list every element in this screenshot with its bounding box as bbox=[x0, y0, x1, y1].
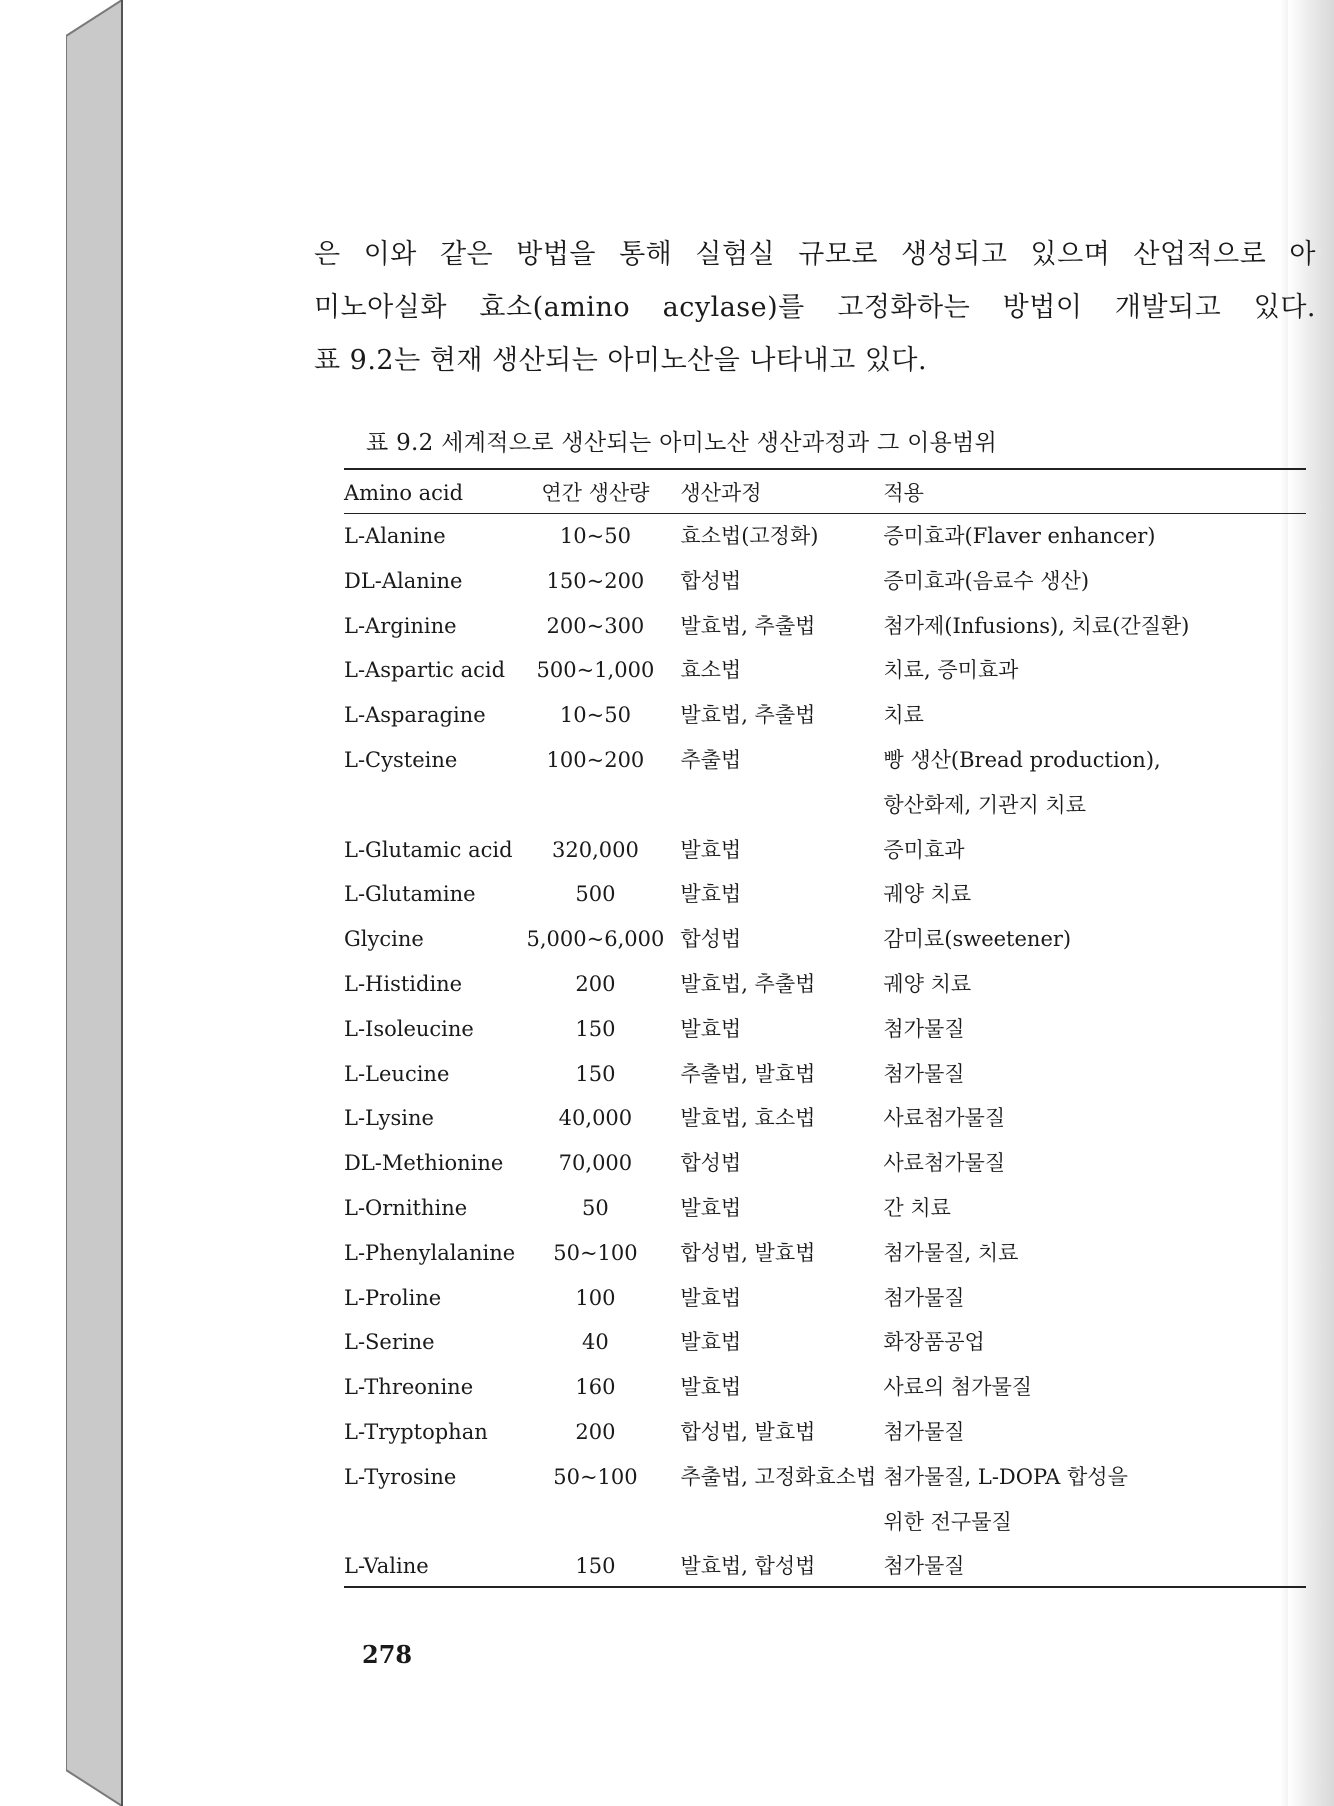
table-row bbox=[344, 1544, 1306, 1589]
table-row bbox=[344, 1052, 1306, 1097]
cell-annual-production: 150 bbox=[575, 1061, 616, 1086]
cell-application: 증미효과(Flaver enhancer) bbox=[883, 524, 1156, 548]
table-row bbox=[344, 1410, 1306, 1455]
table-row bbox=[344, 1320, 1306, 1365]
table-header-row bbox=[344, 472, 1306, 514]
cell-amino-acid: L-Tyrosine bbox=[344, 1464, 457, 1489]
header-application: 적용 bbox=[883, 481, 924, 505]
cell-process: 추출법, 고정화효소법 bbox=[680, 1464, 877, 1489]
table-row bbox=[344, 1365, 1306, 1410]
cell-amino-acid: L-Isoleucine bbox=[344, 1016, 474, 1041]
cell-annual-production: 5,000~6,000 bbox=[526, 927, 665, 952]
table-row bbox=[344, 1141, 1306, 1186]
cell-application: 첨가물질 bbox=[883, 1554, 965, 1579]
cell-process: 합성법 bbox=[680, 927, 742, 952]
table-row bbox=[344, 604, 1306, 649]
table-row bbox=[344, 962, 1306, 1007]
cell-application: 궤양 치료 bbox=[883, 882, 972, 907]
table-row bbox=[344, 828, 1306, 873]
cell-amino-acid bbox=[344, 783, 527, 828]
cell-application: 첨가물질 bbox=[883, 1285, 965, 1310]
table-row bbox=[344, 783, 1306, 828]
table-row bbox=[344, 693, 1306, 738]
cell-application: 증미효과(음료수 생산) bbox=[883, 568, 1090, 593]
cell-amino-acid: L-Lysine bbox=[344, 1106, 434, 1131]
table-top-rule bbox=[344, 468, 1306, 470]
table-row bbox=[344, 738, 1306, 783]
cell-amino-acid: L-Proline bbox=[344, 1285, 442, 1310]
cell-process: 합성법 bbox=[680, 1151, 742, 1176]
table-row bbox=[344, 1186, 1306, 1231]
cell-annual-production: 150~200 bbox=[546, 568, 645, 593]
cell-annual-production: 10~50 bbox=[559, 703, 631, 728]
cell-annual-production: 100 bbox=[575, 1285, 616, 1310]
cell-annual-production: 10~50 bbox=[559, 524, 631, 548]
cell-annual-production: 150 bbox=[575, 1016, 616, 1041]
cell-process: 발효법, 합성법 bbox=[680, 1554, 816, 1579]
cell-annual-production: 40,000 bbox=[558, 1106, 633, 1131]
cell-application: 사료의 첨가물질 bbox=[883, 1375, 1033, 1400]
cell-annual-production: 70,000 bbox=[558, 1151, 633, 1176]
cell-amino-acid: L-Threonine bbox=[344, 1375, 474, 1400]
paragraph-line: 미노아실화 효소(amino acylase)를 고정화하는 방법이 개발되고 있다. bbox=[314, 292, 1316, 323]
table-row bbox=[344, 559, 1306, 604]
table-row bbox=[344, 1276, 1306, 1321]
cell-process: 발효법, 추출법 bbox=[680, 971, 816, 996]
cell-application: 화장품공업 bbox=[883, 1330, 985, 1355]
cell-annual-production: 50 bbox=[582, 1195, 609, 1220]
cell-amino-acid bbox=[344, 1500, 527, 1545]
cell-application: 감미료(sweetener) bbox=[883, 927, 1072, 952]
cell-amino-acid: L-Valine bbox=[344, 1554, 429, 1579]
cell-process: 합성법, 발효법 bbox=[680, 1419, 816, 1444]
cell-amino-acid: L-Asparagine bbox=[344, 703, 486, 728]
cell-amino-acid: L-Leucine bbox=[344, 1061, 450, 1086]
table-row bbox=[344, 1231, 1306, 1276]
cell-annual-production: 200 bbox=[575, 971, 616, 996]
table-row bbox=[344, 514, 1306, 559]
cell-annual-production: 50~100 bbox=[553, 1240, 638, 1265]
cell-annual-production: 320,000 bbox=[552, 837, 639, 862]
header-amino-acid: Amino acid bbox=[344, 481, 464, 505]
cell-amino-acid: L-Tryptophan bbox=[344, 1419, 488, 1444]
cell-annual-production: 50~100 bbox=[553, 1464, 638, 1489]
table-row bbox=[344, 917, 1306, 962]
cell-application: 궤양 치료 bbox=[883, 971, 972, 996]
cell-process: 발효법, 추출법 bbox=[680, 613, 816, 638]
cell-process bbox=[680, 783, 883, 828]
cell-application: 첨가물질 bbox=[883, 1016, 965, 1041]
table-row bbox=[344, 1096, 1306, 1141]
cell-application: 사료첨가물질 bbox=[883, 1151, 1006, 1176]
cell-application: 첨가물질 bbox=[883, 1061, 965, 1086]
table-row bbox=[344, 1455, 1306, 1500]
cell-process: 발효법 bbox=[680, 882, 742, 907]
body-paragraph bbox=[314, 228, 1316, 387]
cell-application: 위한 전구물질 bbox=[883, 1509, 1012, 1534]
cell-annual-production: 200~300 bbox=[546, 613, 645, 638]
cell-annual-production bbox=[527, 783, 681, 828]
cell-amino-acid: L-Glutamine bbox=[344, 882, 476, 907]
cell-amino-acid: L-Glutamic acid bbox=[344, 837, 513, 862]
cell-process: 발효법 bbox=[680, 1330, 742, 1355]
cell-amino-acid: L-Arginine bbox=[344, 613, 457, 638]
cell-process: 발효법 bbox=[680, 1285, 742, 1310]
cell-amino-acid: DL-Alanine bbox=[344, 568, 463, 593]
cell-process: 발효법, 효소법 bbox=[680, 1106, 816, 1131]
cell-process: 발효법 bbox=[680, 1016, 742, 1041]
cell-amino-acid: L-Histidine bbox=[344, 971, 463, 996]
table-row bbox=[344, 648, 1306, 693]
paragraph-line: 은 이와 같은 방법을 통해 실험실 규모로 생성되고 있으며 산업적으로 아 bbox=[314, 239, 1316, 270]
cell-annual-production: 200 bbox=[575, 1419, 616, 1444]
cell-annual-production: 500~1,000 bbox=[536, 658, 655, 683]
cell-process: 발효법 bbox=[680, 1375, 742, 1400]
book-page bbox=[136, 0, 1316, 1806]
table-row bbox=[344, 1500, 1306, 1545]
cell-process: 합성법, 발효법 bbox=[680, 1240, 816, 1265]
cell-application: 첨가물질, L-DOPA 합성을 bbox=[883, 1464, 1128, 1489]
cell-application: 첨가물질 bbox=[883, 1419, 965, 1444]
cell-application: 첨가제(Infusions), 치료(간질환) bbox=[883, 613, 1190, 638]
paragraph-line: 표 9.2는 현재 생산되는 아미노산을 나타내고 있다. bbox=[314, 345, 928, 376]
cell-process: 발효법 bbox=[680, 837, 742, 862]
cell-annual-production: 150 bbox=[575, 1554, 616, 1579]
cell-process: 효소법(고정화) bbox=[680, 524, 819, 548]
cell-application: 치료 bbox=[883, 703, 924, 728]
cell-process: 추출법, 발효법 bbox=[680, 1061, 816, 1086]
header-process: 생산과정 bbox=[680, 481, 762, 505]
cell-annual-production: 40 bbox=[582, 1330, 609, 1355]
cell-application: 항산화제, 기관지 치료 bbox=[883, 792, 1086, 817]
cell-process: 추출법 bbox=[680, 747, 742, 772]
cell-process: 효소법 bbox=[680, 658, 742, 683]
table-caption: 표 9.2 세계적으로 생산되는 아미노산 생산과정과 그 이용범위 bbox=[366, 430, 998, 456]
cell-process: 발효법 bbox=[680, 1195, 742, 1220]
page-number: 278 bbox=[362, 1640, 413, 1669]
cell-annual-production bbox=[527, 1500, 681, 1545]
cell-application: 첨가물질, 치료 bbox=[883, 1240, 1019, 1265]
table-body bbox=[344, 514, 1306, 1589]
cell-amino-acid: Glycine bbox=[344, 927, 424, 952]
table-row bbox=[344, 872, 1306, 917]
cell-amino-acid: L-Aspartic acid bbox=[344, 658, 506, 683]
book-spine bbox=[66, 0, 136, 1806]
cell-amino-acid: DL-Methionine bbox=[344, 1151, 504, 1176]
header-annual-production: 연간 생산량 bbox=[541, 481, 650, 505]
cell-application: 증미효과 bbox=[883, 837, 965, 862]
cell-application: 사료첨가물질 bbox=[883, 1106, 1006, 1131]
cell-amino-acid: L-Alanine bbox=[344, 524, 446, 548]
cell-process: 발효법, 추출법 bbox=[680, 703, 816, 728]
cell-amino-acid: L-Ornithine bbox=[344, 1195, 468, 1220]
cell-amino-acid: L-Phenylalanine bbox=[344, 1240, 516, 1265]
amino-acid-table bbox=[344, 472, 1306, 1589]
table-row bbox=[344, 1007, 1306, 1052]
cell-amino-acid: L-Serine bbox=[344, 1330, 435, 1355]
cell-application: 치료, 증미효과 bbox=[883, 658, 1019, 683]
cell-annual-production: 500 bbox=[575, 882, 616, 907]
cell-process: 합성법 bbox=[680, 568, 742, 593]
cell-annual-production: 100~200 bbox=[546, 747, 645, 772]
cell-annual-production: 160 bbox=[575, 1375, 616, 1400]
cell-amino-acid: L-Cysteine bbox=[344, 747, 458, 772]
cell-application: 간 치료 bbox=[883, 1195, 951, 1220]
cell-application: 빵 생산(Bread production), bbox=[883, 747, 1161, 772]
cell-process bbox=[680, 1500, 883, 1545]
